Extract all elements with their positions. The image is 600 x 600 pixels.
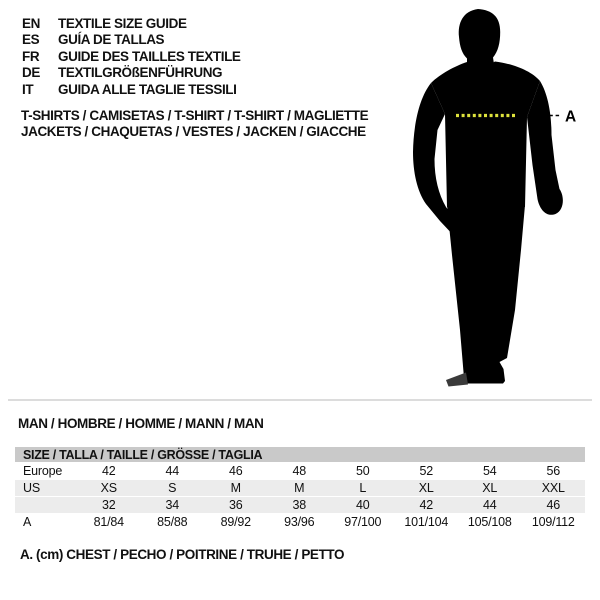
size-table <box>15 447 585 530</box>
table-cell: 105/108 <box>467 514 512 529</box>
language-code: FR <box>22 48 40 64</box>
table-cell: 46 <box>228 463 243 478</box>
language-code: ES <box>22 32 40 48</box>
category-line-tshirts: T-SHIRTS / CAMISETAS / T-SHIRT / T-SHIRT / MAGLIETTE <box>21 108 369 123</box>
table-cell: 52 <box>419 463 433 478</box>
language-row <box>22 65 241 82</box>
table-cell: M <box>294 481 305 495</box>
table-cell: XL <box>482 481 498 495</box>
table-cell: 46 <box>546 498 560 512</box>
language-title: TEXTILGRÖßENFÜHRUNG <box>58 65 223 81</box>
table-cell: 40 <box>355 498 370 512</box>
table-cell: 54 <box>482 463 497 478</box>
table-cell: 81/84 <box>93 514 124 529</box>
size-table-header: SIZE / TALLA / TAILLE / GRÖSSE / TAGLIA <box>15 447 585 462</box>
language-code: DE <box>22 65 40 81</box>
table-cell: 93/96 <box>284 514 315 529</box>
language-list <box>22 15 241 98</box>
table-cell: 38 <box>292 498 306 512</box>
table-cell: S <box>168 481 177 495</box>
silhouette-legs <box>447 205 525 384</box>
language-title: GUÍA DE TALLAS <box>58 32 165 48</box>
table-row-chest-cm <box>15 513 585 530</box>
table-cell: 56 <box>546 463 560 478</box>
table-row-numeric <box>15 496 585 513</box>
table-cell: XXL <box>541 481 565 495</box>
table-cell: 42 <box>419 498 433 512</box>
measurement-footnote: A. (cm) CHEST / PECHO / POITRINE / TRUHE / PETTO <box>20 547 345 562</box>
language-title: TEXTILE SIZE GUIDE <box>58 15 187 31</box>
table-cell: M <box>230 481 241 495</box>
table-cell: 109/112 <box>531 514 575 529</box>
table-cell: 34 <box>165 498 179 512</box>
row-label: Europe <box>23 463 63 478</box>
table-row-us <box>15 479 585 496</box>
table-cell: XS <box>100 481 117 495</box>
silhouette-torso <box>431 62 540 208</box>
table-cell: 89/92 <box>220 514 251 529</box>
table-row-europe <box>15 462 585 479</box>
table-cell: 42 <box>101 463 116 478</box>
man-silhouette-figure <box>400 0 600 400</box>
section-title-man: MAN / HOMBRE / HOMME / MANN / MAN <box>18 416 264 431</box>
table-cell: 44 <box>165 463 179 478</box>
language-code: EN <box>22 15 40 31</box>
row-label: US <box>23 481 40 495</box>
table-cell: 32 <box>101 498 116 512</box>
row-label: A <box>23 514 32 529</box>
garment-categories <box>21 108 368 140</box>
language-title: GUIDE DES TAILLES TEXTILE <box>58 48 241 64</box>
table-cell: 48 <box>292 463 306 478</box>
language-title: GUIDA ALLE TAGLIE TESSILI <box>58 81 237 97</box>
category-line-jackets: JACKETS / CHAQUETAS / VESTES / JACKEN / GIACCHE <box>21 124 366 139</box>
table-cell: 44 <box>482 498 497 512</box>
man-silhouette <box>400 0 600 400</box>
language-row <box>22 48 241 65</box>
language-row <box>22 32 241 49</box>
silhouette-back-foot <box>446 373 468 387</box>
measure-label-a: A <box>565 108 577 126</box>
table-cell: 36 <box>228 498 243 512</box>
language-row <box>22 81 241 98</box>
table-cell: 50 <box>355 463 370 478</box>
table-cell: 101/104 <box>404 514 449 529</box>
table-cell: 85/88 <box>157 514 188 529</box>
section-divider <box>8 399 592 401</box>
table-cell: XL <box>418 481 434 495</box>
language-row <box>22 15 241 32</box>
table-cell: L <box>359 481 367 495</box>
silhouette-head <box>459 9 500 67</box>
language-code: IT <box>22 81 34 97</box>
table-cell: 97/100 <box>344 514 382 529</box>
